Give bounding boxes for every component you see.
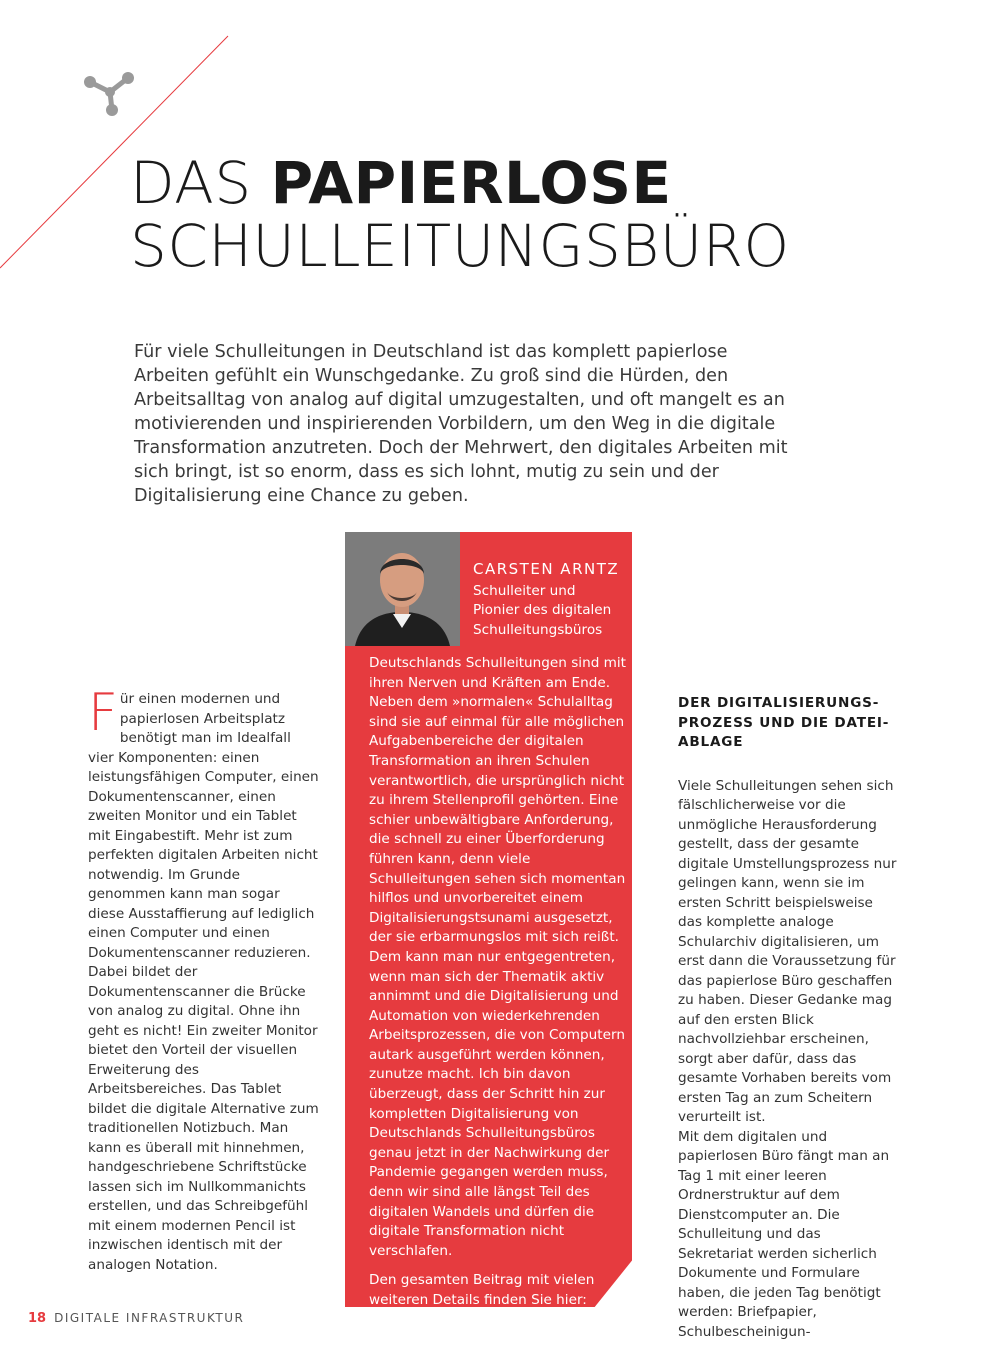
- title-line2: SCHULLEITUNGSBÜRO: [130, 212, 790, 280]
- quote-text: [369, 654, 627, 1340]
- more-info-text: Den gesamten Beitrag mit vielen weiteren Details finden Sie hier:: [369, 1272, 595, 1308]
- page-title: [130, 149, 790, 280]
- intro-paragraph: Für viele Schulleitungen in Deutschland ist das komplett papierlose Arbeiten gefühlt ein Wunschgedanke. Zu groß sind die Hürden, den Arbeitsalltag von analog auf digital umzugestalten, und oft mangelt es an motivierenden und inspirierenden Vorbildern, um den Weg in die digitale Transformation anzutreten. Doch der Mehrwert, den digitales Arbeiten mit sich bringt, ist so enorm, dass es sich lohnt, mutig zu sein und der Digitalisierung eine Chance zu geben.: [134, 342, 788, 506]
- left-column: [88, 683, 320, 1275]
- quote-more-info: [369, 1271, 627, 1330]
- section-heading: DER DIGITALISIERUNGS-PROZESS UND DIE DATEI-ABLAGE: [678, 695, 890, 750]
- page-footer: [28, 1311, 244, 1326]
- title-bold: PAPIERLOSE: [270, 149, 672, 217]
- left-column-paragraph: [88, 683, 320, 1275]
- section-name: DIGITALE INFRASTRUKTUR: [54, 1311, 245, 1325]
- title-light: DAS: [130, 149, 252, 217]
- page-number: 18: [28, 1311, 47, 1326]
- molecule-icon: [80, 70, 140, 118]
- article-link[interactable]: https://excitingedu.de/schulleitung: [369, 1311, 606, 1328]
- quote-paragraph: Deutschlands Schulleitungen sind mit ihren Nerven und Kräften am Ende. Neben dem »normalen« Schulalltag sind sie auf einmal für alle möglichen Aufgabenbereiche der digitalen Transformation an ihren Schulen verantwortlich, die ursprünglich nicht zu ihrem Stellenprofil gehörten. Eine schier unbewältigbare Anforderung, die schnell zu einer Überforderung führen kann, denn viele Schulleitungen sehen sich momentan hilflos und unvorbereitet einem Digitalisierungstsunami ausgesetzt, der sie erbarmungslos mit sich reißt. Dem kann man nur entgegentreten, wenn man sich der Thematik aktiv annimmt und die Digitalisierung und Automation von wiederkehrenden Arbeitsprozessen, die von Computern autark ausgeführt werden können, zunutze macht. Ich bin davon überzeugt, dass der Schritt hin zur kompletten Digitalisierung von Deutschlands Schulleitungsbüros genau jetzt in der Nachwirkung der Pandemie gegangen werden muss, denn wir sind alle längst Teil des digitalen Wandels und dürfen die digitale Transformation nicht verschlafen.: [369, 655, 626, 1259]
- right-column-paragraph-1: Viele Schulleitungen sehen sich fälschlicherweise vor die unmögliche Herausforderung gestellt, dass der gesamte digitale Umstellungsprozess nur gelingen kann, wenn sie im ersten Schritt beispielsweise das komplette analoge Schularchiv digitalisieren, um erst dann die Voraussetzung für das papierlose Büro geschaffen zu haben. Dieser Gedanke mag auf den ersten Blick nachvollziehbar erscheinen, sorgt aber dafür, dass das gesamte Vorhaben bereits vom ersten Tag an zum Scheitern verurteilt ist.: [678, 777, 897, 1125]
- dropcap-letter: F: [88, 683, 118, 743]
- author-photo: [345, 532, 460, 646]
- right-column: [678, 694, 898, 1342]
- author-name: CARSTEN ARNTZ: [473, 560, 620, 578]
- left-column-text: ür einen modernen und papierlosen Arbeitsplatz benötigt man im Idealfall vier Komponenten: einen leistungsfähigen Computer, einen Dokumentenscanner, einen zweiten Monitor und ein Tablet mit Eingabestift. Mehr ist zum perfekten digitalen Arbeiten nicht notwendig. Im Grunde genommen kann man sogar diese Ausstaffierung auf lediglich einen Computer und einen Dokumentenscanner reduzieren. Dabei bildet der Dokumentenscanner die Brücke von analog zu digital. Ohne ihn geht es nicht! Ein zweiter Monitor bietet den Vorteil der visuellen Erweiterung des Arbeitsbereiches. Das Tablet bildet die digitale Alternative zum traditionellen Notizbuch. Man kann es überall mit hinnehmen, handgeschriebene Schriftstücke lassen sich im Nullkommanichts erstellen, und das Schreibgefühl mit einem modernen Pencil ist inzwischen identisch mit der analogen Notation.: [88, 691, 319, 1273]
- author-role: Schulleiter und Pionier des digitalen Schulleitungsbüros: [473, 583, 612, 638]
- portrait-image: [345, 532, 460, 646]
- right-column-paragraph-2: Mit dem digitalen und papierlosen Büro fängt man an Tag 1 mit einer leeren Ordnerstruktur auf dem Dienstcomputer an. Die Schulleitung und das Sekretariat werden sicherlich Dokumente und Formulare haben, die jeden Tag benötigt werden: Briefpapier, Schulbescheinigun-: [678, 1128, 890, 1340]
